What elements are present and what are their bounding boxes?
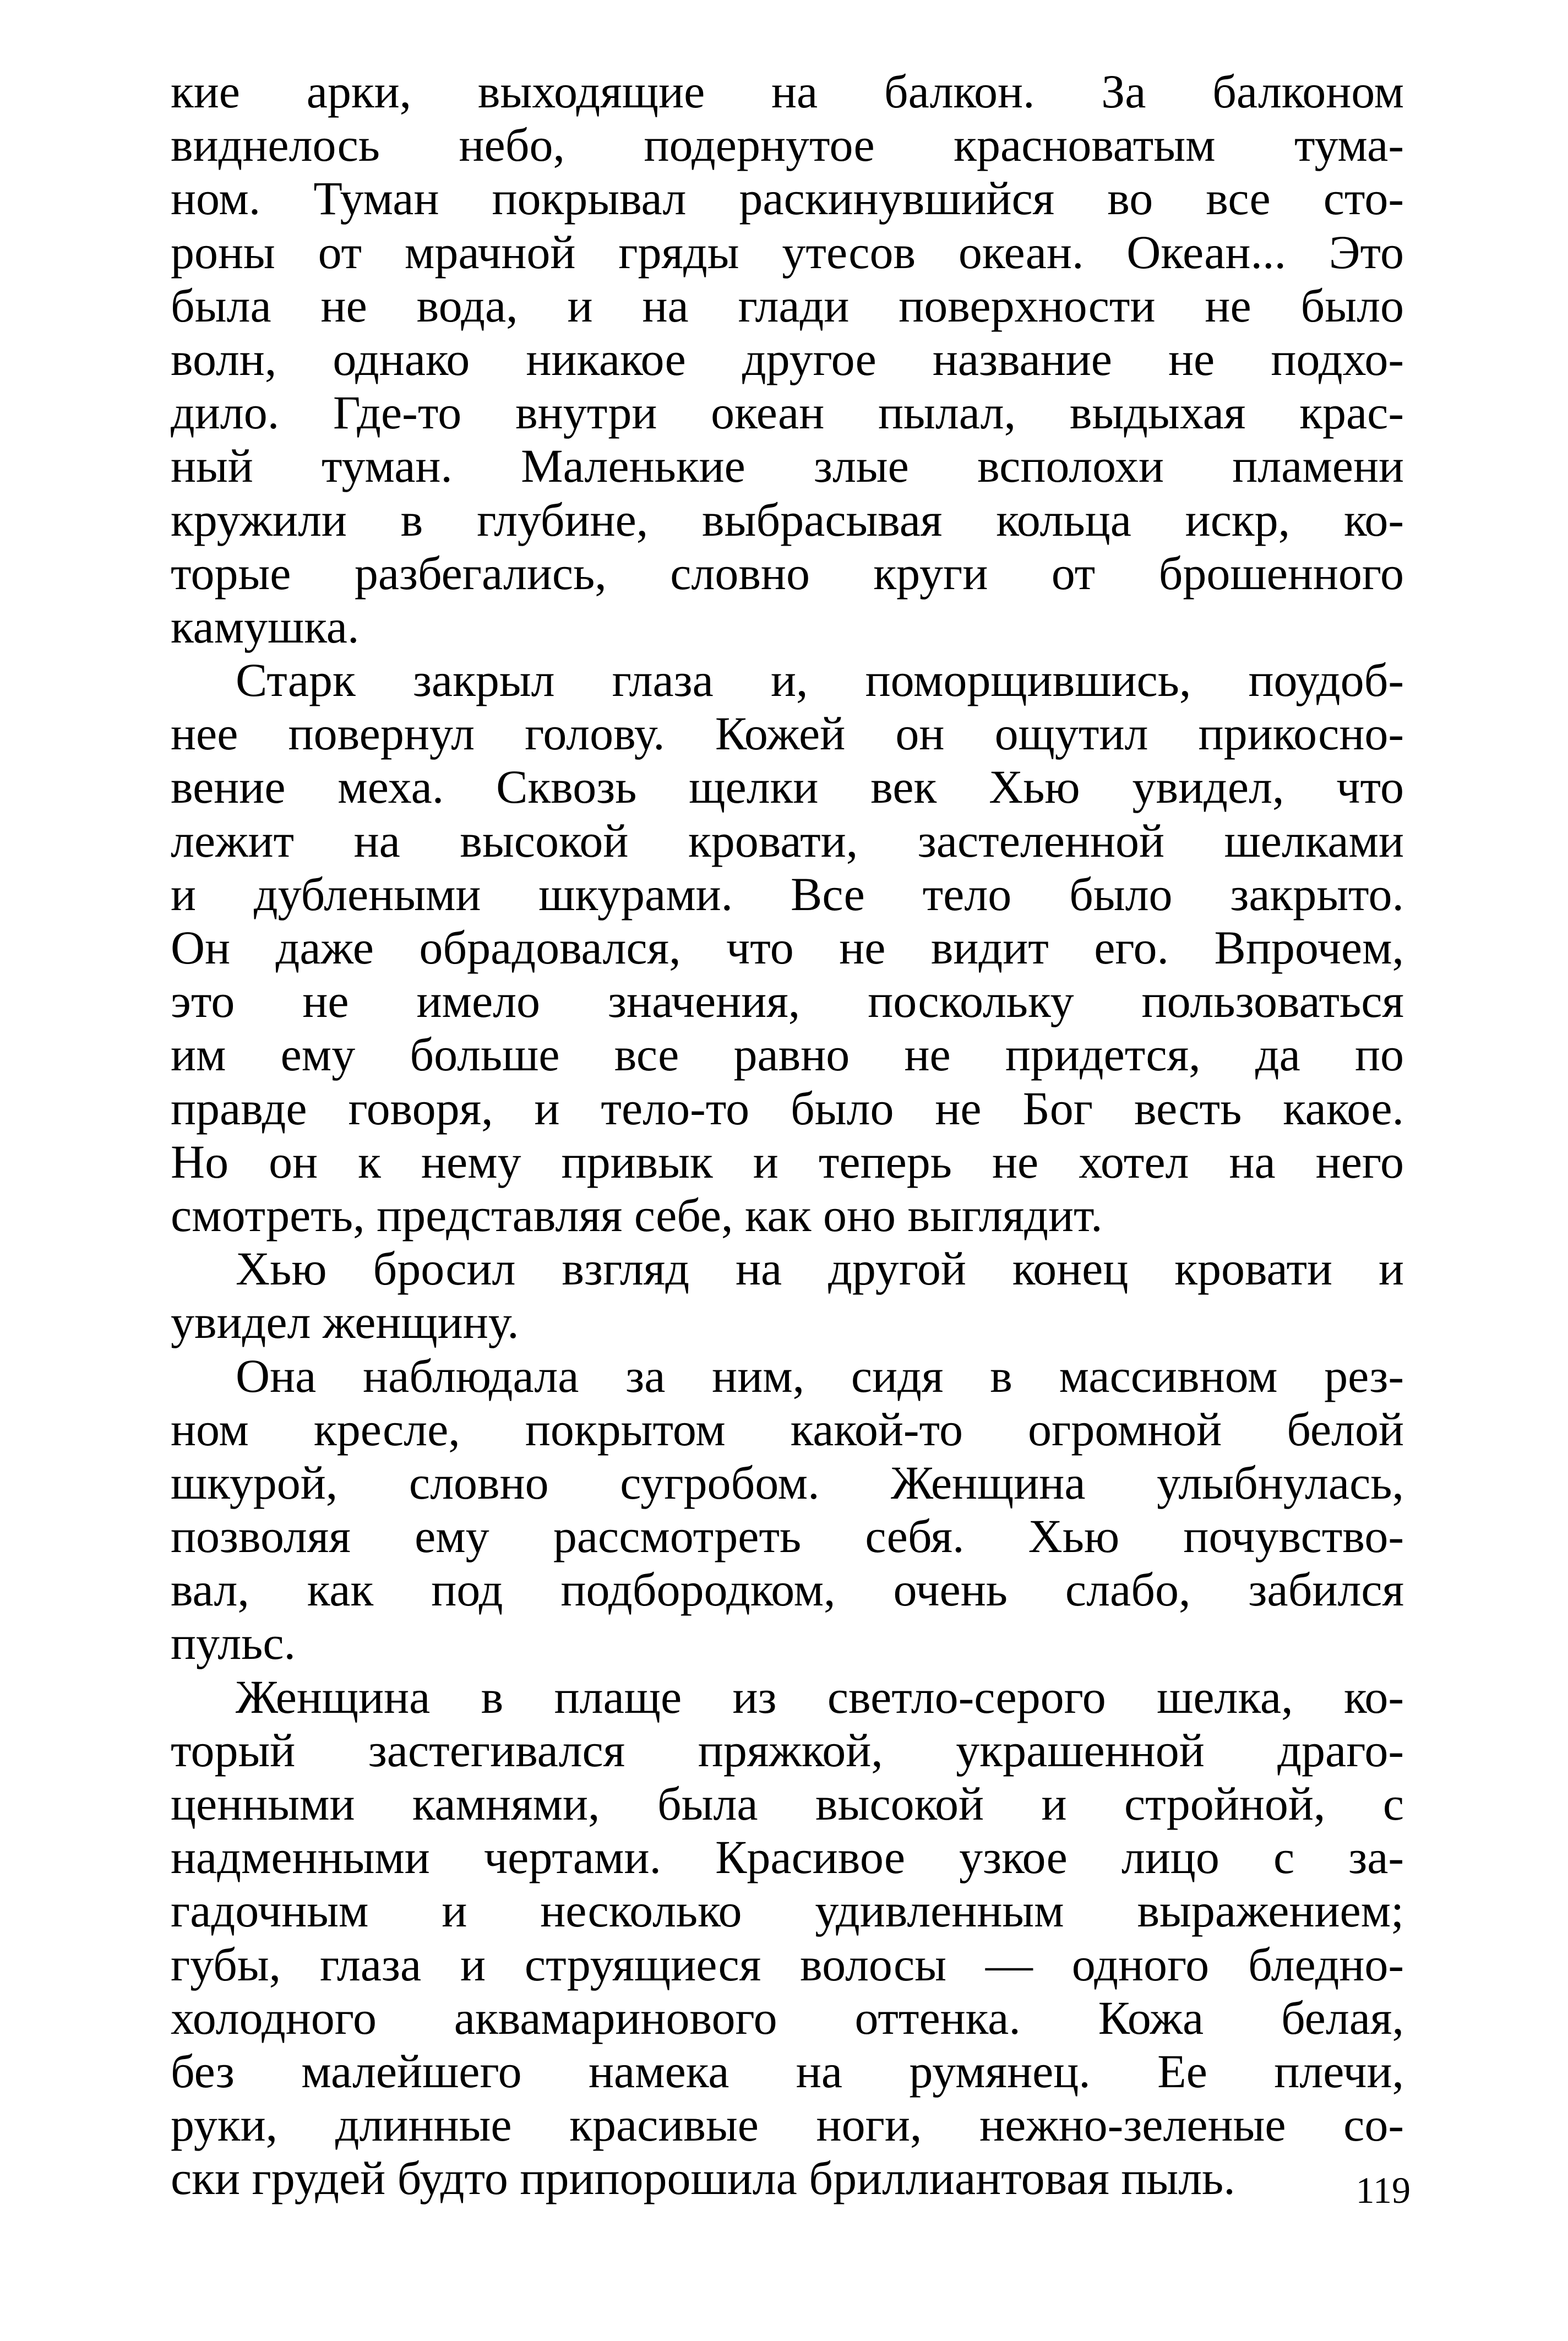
- paragraph: [171, 1670, 1404, 2206]
- text-line: нее повернул голову. Кожей он ощутил прикосно-: [171, 707, 1404, 760]
- text-line: камушка.: [171, 600, 360, 653]
- text-line: ски грудей будто припорошила бриллиантовая пыль.: [171, 2152, 1235, 2205]
- text-line: ценными камнями, была высокой и стройной, с: [171, 1777, 1404, 1830]
- text-line: торые разбегались, словно круги от брошенного: [171, 546, 1404, 600]
- text-line: губы, глаза и струящиеся волосы — одного бледно-: [171, 1937, 1404, 1991]
- text-line: Она наблюдала за ним, сидя в массивном рез-: [236, 1349, 1404, 1402]
- text-line: им ему больше все равно не придется, да по: [171, 1028, 1404, 1081]
- text-line: правде говоря, и тело-то было не Бог весть какое.: [171, 1081, 1404, 1135]
- text-line: гадочным и несколько удивленным выражением;: [171, 1884, 1404, 1937]
- text-line: смотреть, представляя себе, как оно выглядит.: [171, 1188, 1103, 1242]
- text-line: пульс.: [171, 1616, 296, 1670]
- text-line: надменными чертами. Красивое узкое лицо с за-: [171, 1831, 1404, 1884]
- text-line: волн, однако никакое другое название не подхо-: [171, 332, 1404, 385]
- text-line: без малейшего намека на румянец. Ее плечи,: [171, 2044, 1404, 2098]
- text-line: Женщина в плаще из светло-серого шелка, ко-: [236, 1670, 1404, 1723]
- text-line: холодного аквамаринового оттенка. Кожа белая,: [171, 1991, 1404, 2044]
- text-line: позволяя ему рассмотреть себя. Хью почувство-: [171, 1510, 1404, 1563]
- body-text: [171, 65, 1404, 2206]
- text-line: виднелось небо, подернутое красноватым тума-: [171, 118, 1404, 172]
- text-line: шкурой, словно сугробом. Женщина улыбнулась,: [171, 1456, 1404, 1509]
- paragraph: [171, 654, 1404, 1242]
- text-line: вение меха. Сквозь щелки век Хью увидел, что: [171, 760, 1404, 814]
- paragraph: [171, 1242, 1404, 1349]
- page-number: 119: [1355, 2169, 1411, 2211]
- text-line: Хью бросил взгляд на другой конец кровати и: [236, 1242, 1404, 1295]
- text-line: Старк закрыл глаза и, поморщившись, поудоб-: [236, 654, 1404, 707]
- text-line: торый застегивался пряжкой, украшенной драго-: [171, 1723, 1404, 1777]
- paragraph: [171, 65, 1404, 654]
- text-line: вал, как под подбородком, очень слабо, забился: [171, 1563, 1404, 1616]
- text-line: ном кресле, покрытом какой-то огромной белой: [171, 1402, 1404, 1456]
- text-line: увидел женщину.: [171, 1295, 519, 1349]
- text-line: Но он к нему привык и теперь не хотел на него: [171, 1135, 1404, 1188]
- text-line: это не имело значения, поскольку пользоваться: [171, 974, 1404, 1028]
- text-line: ный туман. Маленькие злые всполохи пламени: [171, 439, 1404, 493]
- text-line: кие арки, выходящие на балкон. За балконом: [171, 65, 1404, 118]
- text-line: была не вода, и на глади поверхности не было: [171, 279, 1404, 332]
- text-line: Он даже обрадовался, что не видит его. Впрочем,: [171, 921, 1404, 974]
- text-line: роны от мрачной гряды утесов океан. Океан... Это: [171, 225, 1404, 279]
- text-line: и дублеными шкурами. Все тело было закрыто.: [171, 867, 1404, 921]
- text-line: кружили в глубине, выбрасывая кольца искр, ко-: [171, 493, 1404, 546]
- text-line: лежит на высокой кровати, застеленной шелками: [171, 814, 1404, 867]
- text-line: руки, длинные красивые ноги, нежно-зеленые со-: [171, 2098, 1404, 2152]
- paragraph: [171, 1349, 1404, 1670]
- text-line: дило. Где-то внутри океан пылал, выдыхая крас-: [171, 386, 1404, 439]
- text-line: ном. Туман покрывал раскинувшийся во все сто-: [171, 172, 1404, 225]
